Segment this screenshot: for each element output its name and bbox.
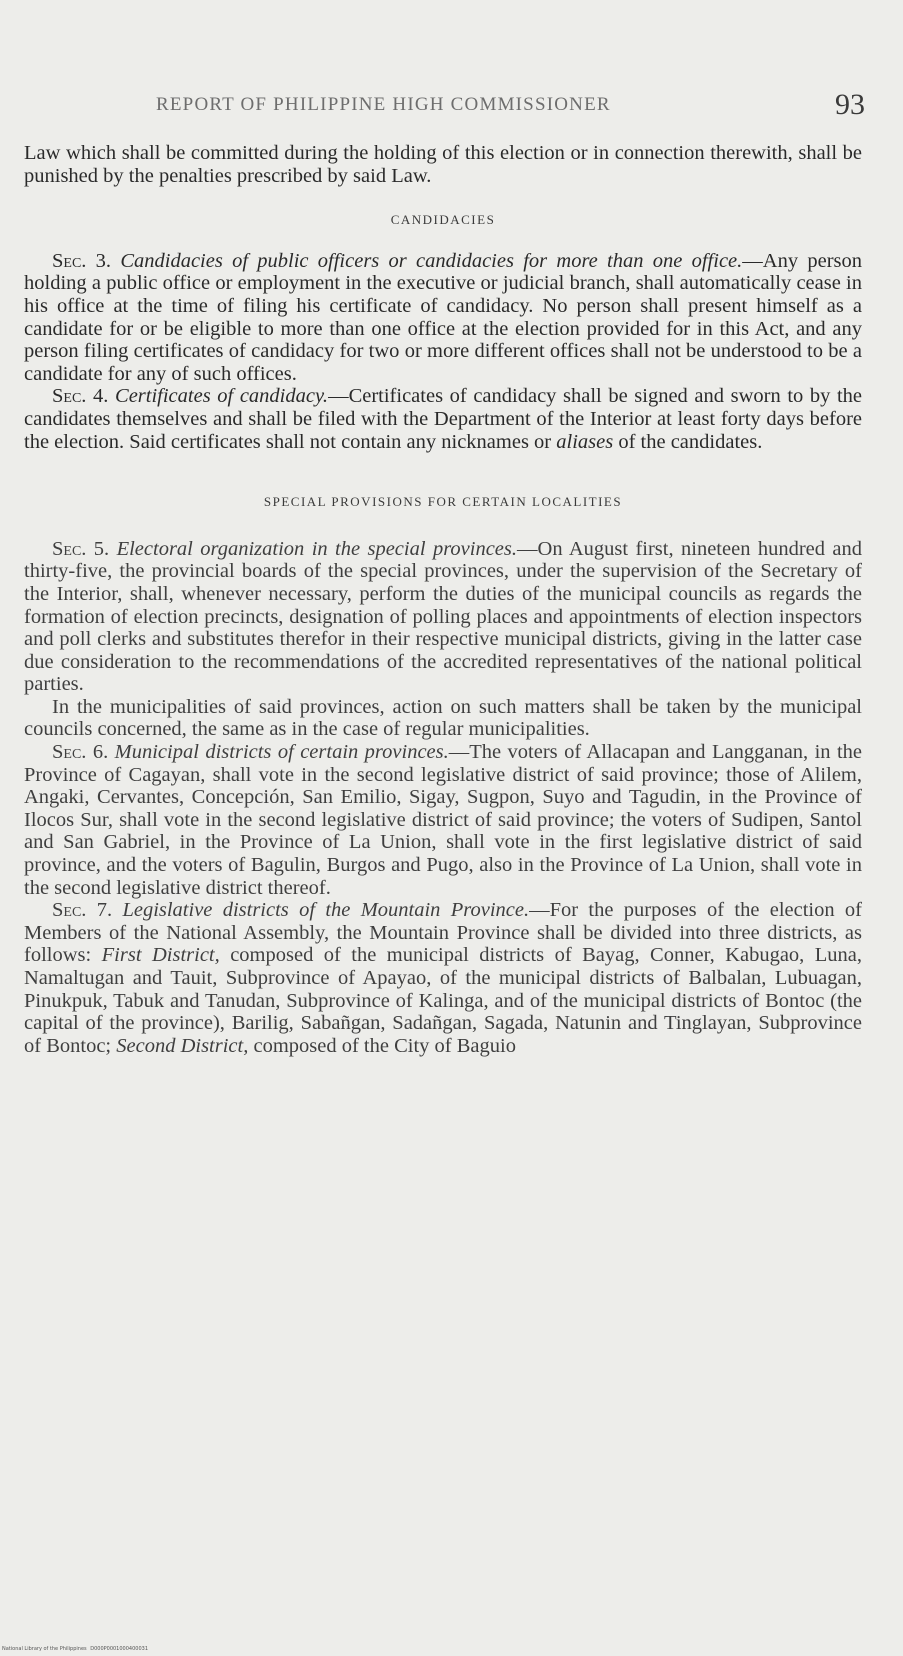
section-7-first-district: First District, bbox=[101, 944, 220, 967]
section-5-label: Sec. 5. bbox=[52, 537, 110, 560]
section-7-text-a: —For the purposes of the election of Members of the National Assembly, the Mountain Province shall be divided into three districts, as follows: bbox=[24, 899, 863, 967]
section-7 bbox=[24, 899, 862, 1057]
body-text bbox=[24, 142, 862, 1057]
section-4-text-b: of the candidates. bbox=[613, 430, 763, 453]
section-7-label: Sec. 7. bbox=[52, 899, 113, 922]
section-6-text: —The voters of Allacapan and Langganan, in the Province of Cagayan, shall vote in the second legislative district of said province; those of Alilem, Angaki, Cervantes, Concepción, San Emilio, Sigay, Sugpon, Suyo and Tagudin, in the Province of Ilocos Sur, shall vote in the second legislative district of said province; the voters of Sudipen, Santol and San Gabriel, in the Province of La Union, shall vote in the first legislative district of said province, and the voters of Bagulin, Burgos and Pugo, also in the Province of La Union, shall vote in the second legislative district thereof. bbox=[24, 741, 863, 899]
page-header bbox=[0, 88, 903, 132]
section-7-text-c: composed of the City of Baguio bbox=[248, 1034, 516, 1057]
section-4-text-a: —Certificates of candidacy shall be signed and sworn to by the candidates themselves and shall be filed with the Department of the Interior at least forty days before the election. Said certificates shall not contain any nicknames or bbox=[24, 385, 863, 453]
footer-library: National Library of the Philippines bbox=[2, 1646, 87, 1652]
heading-candidacies: CANDIDACIES bbox=[390, 212, 496, 228]
section-3-label: Sec. 3. bbox=[52, 249, 112, 272]
section-4 bbox=[24, 385, 862, 453]
section-7-text-b: composed of the municipal districts of Bayag, Conner, Kabugao, Luna, Namaltugan and Tauit, Subprovince of Apayao, of the municipal districts of Balbalan, Lubuagan, Pinukpuk, Tabuk and Tanudan, Subprovince of Kalinga, and of the municipal districts of Bontoc (the capital of the province), Barilig, Sabañgan, Sadañgan, Sagada, Natunin and Tinglayan, Subprovince of Bontoc; bbox=[24, 944, 862, 1057]
section-4-aliases: aliases bbox=[556, 430, 614, 453]
section-5-paragraph-2: In the municipalities of said provinces, action on such matters shall be taken by the municipal councils concerned, the same as in the case of regular municipalities. bbox=[24, 695, 862, 741]
scan-footer bbox=[0, 1646, 903, 1656]
section-7-title: Legislative districts of the Mountain Province. bbox=[122, 899, 530, 922]
section-7-second-district: Second District, bbox=[116, 1034, 249, 1057]
section-3-text: —Any person holding a public office or employment in the executive or judicial branch, shall automatically cease in his office at the time of filing his certificate of candidacy. No person shall present himself as a candidate for or be eligible to more than one office at the election provided for in this Act, and any person filing certificates of candidacy for two or more different offices shall not be understood to be a candidate for any of such offices. bbox=[24, 249, 863, 385]
section-4-title: Certificates of candidacy. bbox=[115, 385, 329, 408]
intro-paragraph: Law which shall be committed during the holding of this election or in connection therewith, shall be punished by the penalties prescribed by said Law. bbox=[24, 142, 862, 187]
section-5 bbox=[24, 538, 862, 696]
footer-identifier: D000P0001000400031 bbox=[90, 1646, 148, 1652]
heading-special-provisions: SPECIAL PROVISIONS FOR CERTAIN LOCALITIES bbox=[263, 494, 623, 510]
section-6-label: Sec. 6. bbox=[52, 741, 109, 764]
section-5-title: Electoral organization in the special provinces. bbox=[116, 537, 518, 560]
page-number: 93 bbox=[835, 88, 865, 121]
section-5-text: —On August first, nineteen hundred and thirty-five, the provincial boards of the special provinces, under the supervision of the Secretary of the Interior, shall, whenever necessary, perform the duties of the municipal councils as regards the formation of election precincts, designation of polling places and appointments of election inspectors and poll clerks and substitutes therefor in their respective municipal districts, giving in the latter case due consideration to the recommendations of the accredited representatives of the national political parties. bbox=[24, 537, 863, 696]
section-4-label: Sec. 4. bbox=[52, 385, 109, 408]
section-6-title: Municipal districts of certain provinces. bbox=[114, 741, 449, 764]
section-3 bbox=[24, 250, 862, 386]
section-6 bbox=[24, 741, 862, 899]
running-head: REPORT OF PHILIPPINE HIGH COMMISSIONER bbox=[156, 94, 611, 115]
section-3-title: Candidacies of public officers or candidacies for more than one office. bbox=[120, 249, 743, 272]
